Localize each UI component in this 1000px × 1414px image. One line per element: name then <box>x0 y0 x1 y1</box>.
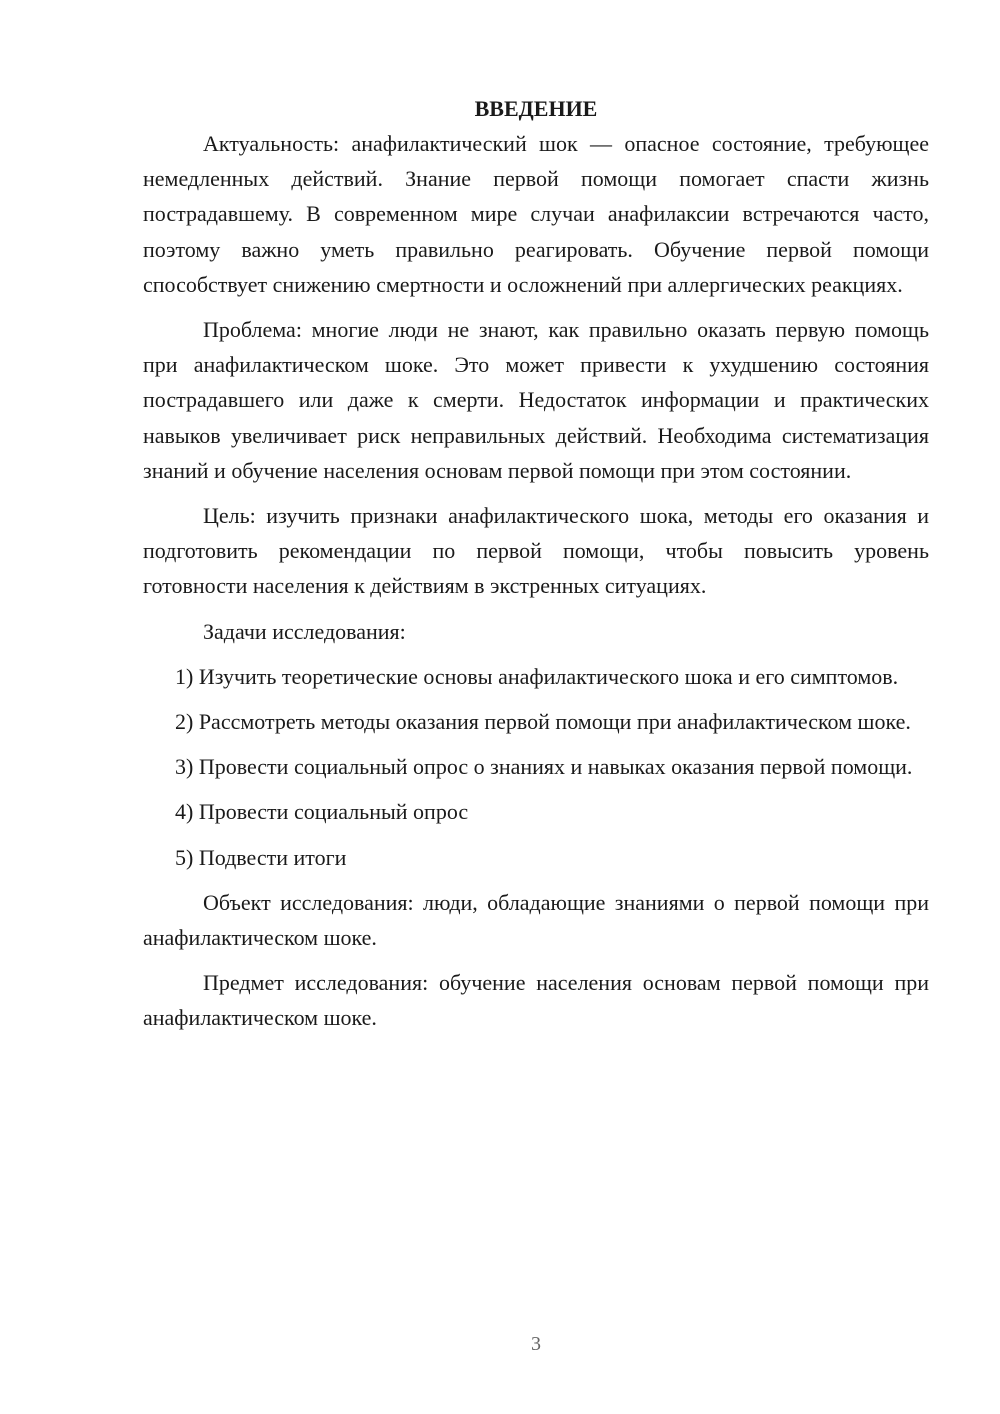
paragraph-goal: Цель: изучить признаки анафилактического шока, методы его оказания и подготовить рекомендации по первой помощи, чтобы повысить уровень готовности населения к действиям в экстренных ситуациях. <box>143 503 929 599</box>
task-item-3: 3) Провести социальный опрос о знаниях и навыках оказания первой помощи. <box>175 754 913 780</box>
task-item-2: 2) Рассмотреть методы оказания первой помощи при анафилактическом шоке. <box>175 709 911 735</box>
page-title: ВВЕДЕНИЕ <box>474 96 598 121</box>
page-number: 3 <box>531 1333 541 1355</box>
paragraph-subject: Предмет исследования: обучение населения основам первой помощи при анафилактическом шоке. <box>143 970 929 1031</box>
task-item-5: 5) Подвести итоги <box>175 844 347 870</box>
tasks-heading: Задачи исследования: <box>203 618 406 644</box>
paragraph-object: Объект исследования: люди, обладающие знаниями о первой помощи при анафилактическом шоке. <box>143 889 929 951</box>
task-item-1: 1) Изучить теоретические основы анафилактического шока и его симптомов. <box>175 663 899 689</box>
document-page <box>143 94 929 1046</box>
task-item-4: 4) Провести социальный опрос <box>175 799 469 825</box>
paragraph-relevance: Актуальность: анафилактический шок — опасное состояние, требующее немедленных действий. Знание первой помощи помогает спасти жизнь пострадавшему. В современном мире случаи анафилаксии встречаются часто, поэтому важно уметь правильно реагировать. Обучение первой помощи способствует снижению смертности и осложнений при аллергических реакциях. <box>143 131 929 297</box>
paragraph-problem: Проблема: многие люди не знают, как правильно оказать первую помощь при анафилактическом шоке. Это может привести к ухудшению состояния пострадавшего или даже к смерти. Недостаток информации и практических навыков увеличивает риск неправильных действий. Необходима систематизация знаний и обучение населения основам первой помощи при этом состоянии. <box>143 317 929 483</box>
